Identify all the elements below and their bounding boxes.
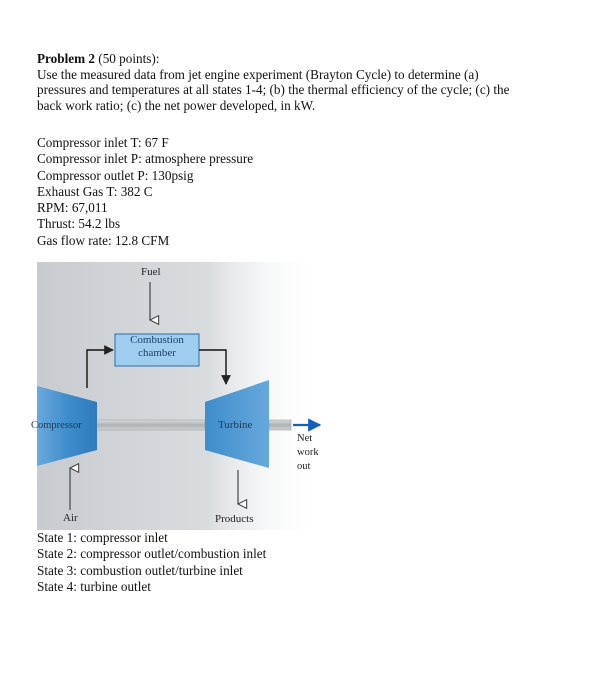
shaft xyxy=(95,420,205,430)
combustion-chamber-label-line2: chamber xyxy=(138,347,176,359)
given-gas-flow-rate: Gas flow rate: 12.8 CFM xyxy=(37,232,170,248)
problem-title xyxy=(37,51,577,67)
products-label: Products xyxy=(215,513,254,525)
air-label: Air xyxy=(63,512,78,524)
net-work-label-line2: work xyxy=(297,447,319,458)
state-2: State 2: compressor outlet/combustion inlet xyxy=(37,546,267,562)
state-3: State 3: combustion outlet/turbine inlet xyxy=(37,562,243,578)
problem-text-line: back work ratio; (c) the net power developed, in kW. xyxy=(37,97,316,113)
brayton-cycle-diagram xyxy=(31,262,337,530)
output-shaft xyxy=(269,420,291,430)
net-work-label-line3: out xyxy=(297,461,311,472)
given-exhaust-gas-temp: Exhaust Gas T: 382 C xyxy=(37,183,153,199)
fuel-label: Fuel xyxy=(141,266,161,278)
problem-title-points: (50 points): xyxy=(95,51,160,66)
state-definitions xyxy=(37,530,266,595)
state-4: State 4: turbine outlet xyxy=(37,578,151,594)
turbine-label: Turbine xyxy=(218,419,253,431)
compressor-label: Compressor xyxy=(31,420,82,431)
brayton-cycle-graphic xyxy=(37,262,337,530)
problem-text-line: pressures and temperatures at all states 1-4; (b) the thermal efficiency of the cycle; (c) the xyxy=(37,82,510,97)
given-rpm: RPM: 67,011 xyxy=(37,200,108,216)
diagram-background xyxy=(37,262,322,530)
given-compressor-outlet-pressure: Compressor outlet P: 130psig xyxy=(37,167,194,183)
given-compressor-inlet-pressure: Compressor inlet P: atmosphere pressure xyxy=(37,151,254,167)
net-work-out-label xyxy=(297,432,319,474)
combustion-chamber-label-line1: Combustion xyxy=(130,334,184,346)
given-data-list xyxy=(37,135,253,249)
state-1: State 1: compressor inlet xyxy=(37,530,168,545)
problem-title-bold: Problem 2 xyxy=(37,51,95,66)
problem-statement xyxy=(37,51,577,113)
problem-text-line: Use the measured data from jet engine experiment (Brayton Cycle) to determine (a) xyxy=(37,66,479,82)
combustion-chamber-label xyxy=(117,334,197,360)
given-compressor-inlet-temp: Compressor inlet T: 67 F xyxy=(37,135,169,150)
net-work-label-line1: Net xyxy=(297,433,313,444)
given-thrust: Thrust: 54.2 lbs xyxy=(37,216,121,232)
